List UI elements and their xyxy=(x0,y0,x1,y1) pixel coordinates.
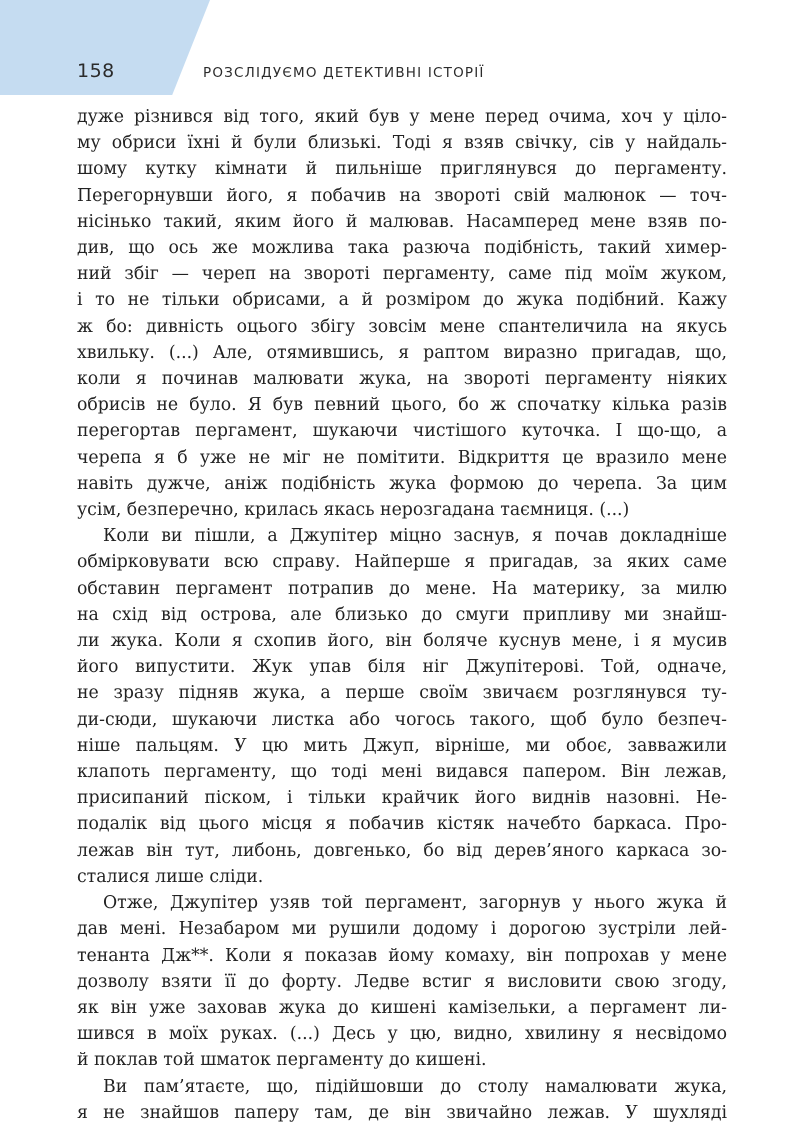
text-line: перегортав пергамент, шукаючи чистішого куточка. І що-що, а xyxy=(77,421,727,442)
text-line: ний збіг — череп на звороті пергаменту, саме під моїм жуком, xyxy=(77,264,727,285)
text-line: усім, безперечно, крилась якась нерозгадана таємниця. (...) xyxy=(77,500,630,521)
text-line: не зразу підняв жука, а перше своїм звичаєм розглянувся ту- xyxy=(77,683,727,704)
text-line: шився в моїх руках. (...) Десь у цю, видно, хвилину я несвідомо xyxy=(77,1024,727,1045)
paragraph xyxy=(77,104,727,523)
text-line: Ви пам’ятаєте, що, підійшовши до столу намалювати жука, xyxy=(103,1076,727,1097)
text-line: Перегорнувши його, я побачив на звороті свій малюнок — точ- xyxy=(77,185,727,206)
text-line: дуже різнився від того, який був у мене перед очима, хоч у ціло- xyxy=(77,107,727,127)
text-line: як він уже заховав жука до кишені камізельки, а пергамент ли- xyxy=(77,997,727,1018)
text-line: подалік від цього місця я побачив кістяк начебто баркаса. Про- xyxy=(77,814,727,835)
text-line: див, що ось же можлива така разюча подібність, такий химер- xyxy=(77,238,727,259)
text-line: нісінько такий, яким його й малював. Насамперед мене взяв по- xyxy=(77,211,727,232)
text-line: хвильку. (...) Але, отямившись, я раптом виразно пригадав, що, xyxy=(77,342,727,363)
text-line: ніше пальцям. У цю мить Джуп, вірніше, ми обоє, завважили xyxy=(77,735,727,756)
text-line: клапоть пергаменту, що тоді мені видався папером. Він лежав, xyxy=(77,762,727,783)
text-line: й поклав той шматок пергаменту до кишені. xyxy=(77,1050,487,1071)
text-line: дав мені. Незабаром ми рушили додому і дорогою зустріли лей- xyxy=(77,919,727,940)
text-line: лежав він тут, либонь, довгенько, бо від дерев’яного каркаса зо- xyxy=(77,840,727,861)
text-line: Коли ви пішли, а Джупітер міцно заснув, я почав докладніше xyxy=(103,526,727,547)
text-line: дозволу взяти її до форту. Ледве встиг я висловити свою згоду, xyxy=(77,971,727,992)
text-line: його випустити. Жук упав біля ніг Джупітерові. Той, одначе, xyxy=(77,657,727,678)
text-line: обставин пергамент потрапив до мене. На материку, за милю xyxy=(77,578,727,599)
body-text xyxy=(77,104,727,1126)
text-line: ж бо: дивність оцього збігу зовсім мене спантеличила на якусь xyxy=(77,316,727,337)
running-title: РОЗСЛІДУЄМО ДЕТЕКТИВНІ ІСТОРІЇ xyxy=(203,65,485,81)
paragraph xyxy=(77,523,727,890)
text-line: шому кутку кімнати й пильніше приглянувся до пергаменту. xyxy=(77,159,727,180)
text-line: коли я починав малювати жука, на звороті пергаменту ніяких xyxy=(77,369,727,390)
paragraph xyxy=(77,890,727,1073)
text-line: сталися лише сліди. xyxy=(77,866,264,887)
text-line: тенанта Дж**. Коли я показав йому комаху, він попрохав у мене xyxy=(77,945,727,966)
text-line: на схід від острова, але близько до смуги припливу ми знайш- xyxy=(77,604,727,625)
text-line: і то не тільки обрисами, а й розміром до жука подібний. Кажу xyxy=(77,290,727,311)
text-line: черепа я б уже не міг не помітити. Відкриття це вразило мене xyxy=(77,447,727,468)
text-line: навіть дужче, аніж подібність жука формою до черепа. За цим xyxy=(77,473,727,494)
text-line: Отже, Джупітер узяв той пергамент, загорнув у нього жука й xyxy=(103,893,727,914)
page-number: 158 xyxy=(77,60,115,82)
text-line: му обриси їхні й були близькі. Тоді я взяв свічку, сів у найдаль- xyxy=(77,133,727,154)
text-line: присипаний піском, і тільки крайчик його виднів назовні. Не- xyxy=(77,788,727,809)
text-line: обмірковувати всю справу. Найперше я пригадав, за яких саме xyxy=(77,552,727,573)
text-line: я не знайшов паперу там, де він звичайно лежав. У шухляді xyxy=(77,1102,727,1123)
text-line: ли жука. Коли я схопив його, він боляче куснув мене, і я мусив xyxy=(77,631,727,652)
text-line: обрисів не було. Я був певний цього, бо ж спочатку кілька разів xyxy=(77,395,727,416)
paragraph xyxy=(77,1074,727,1126)
text-line: ди-сюди, шукаючи листка або чогось такого, щоб було безпеч- xyxy=(77,709,727,730)
